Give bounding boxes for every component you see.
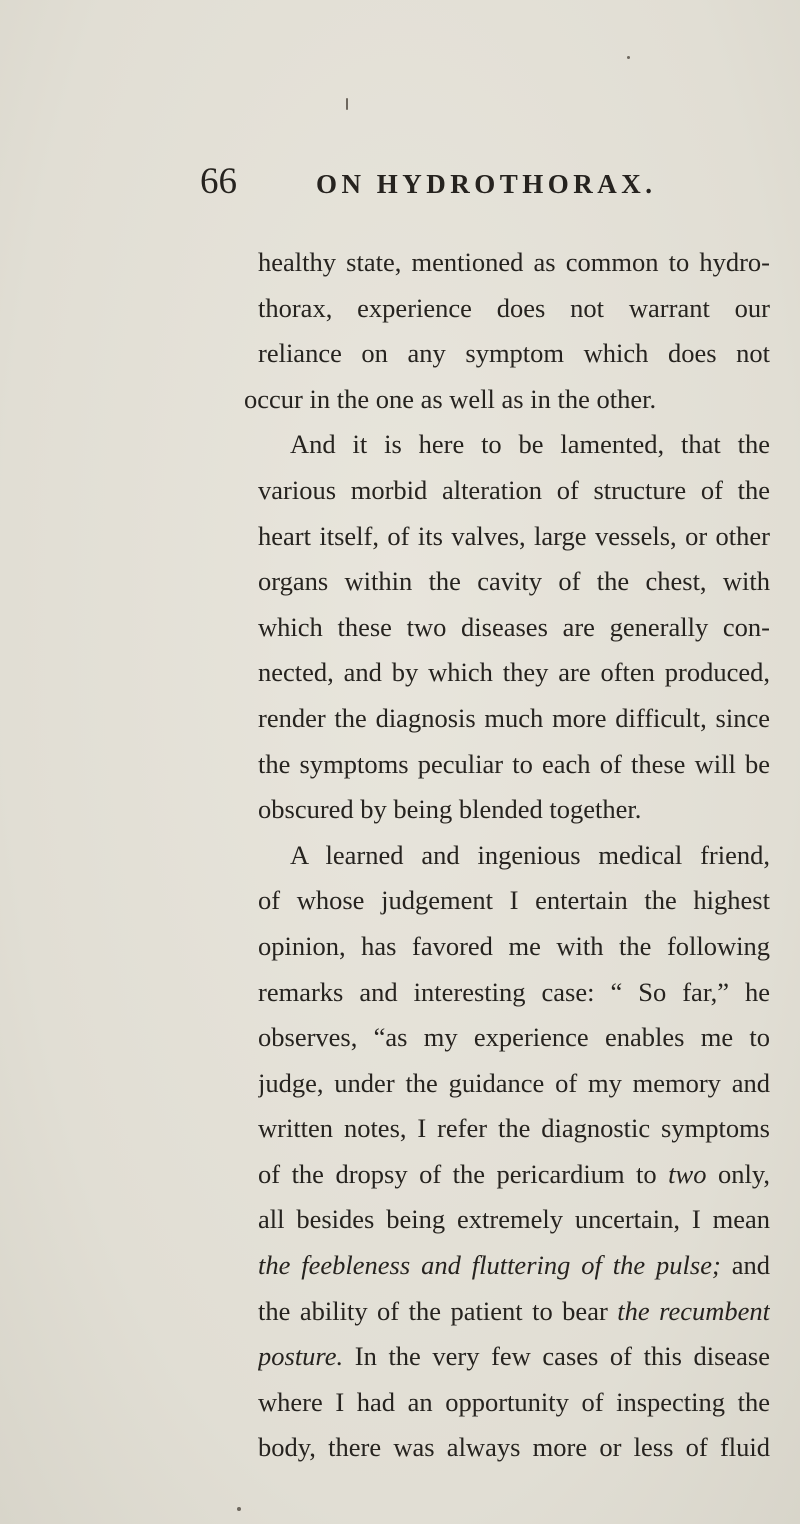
text-line: occur in the one as well as in the other. xyxy=(244,383,657,414)
text-line: where I had an opportunity of inspecting the xyxy=(258,1386,770,1417)
text-line: heart itself, of its valves, large vessels, or other xyxy=(258,520,770,551)
text-segment: only, xyxy=(717,1158,770,1189)
text-line: obscured by being blended together. xyxy=(258,794,642,825)
text-line: render the diagnosis much more difficult, since xyxy=(258,702,770,733)
emphasis-text: the feebleness and fluttering of the pulse; xyxy=(258,1250,721,1281)
text-segment: the ability of the patient to bear xyxy=(258,1295,608,1326)
text-line: organs within the cavity of the chest, with xyxy=(258,566,770,597)
text-line: written notes, I refer the diagnostic symptoms xyxy=(258,1113,770,1144)
emphasis-text: the recumbent xyxy=(617,1295,770,1326)
text-line: all besides being extremely uncertain, I mean xyxy=(258,1204,770,1235)
text-line: the symptoms peculiar to each of these will be xyxy=(258,748,770,779)
paper-speck xyxy=(237,1507,241,1511)
text-segment: In the very few cases of this disease xyxy=(354,1341,770,1372)
text-line: healthy state, mentioned as common to hydro- xyxy=(258,247,770,277)
text-line: opinion, has favored me with the following xyxy=(258,930,770,961)
text-line xyxy=(258,1243,770,1289)
text-line xyxy=(258,1152,770,1198)
text-line xyxy=(258,1334,770,1380)
text-line: various morbid alteration of structure of the xyxy=(258,474,770,505)
text-line: which these two diseases are generally con- xyxy=(258,611,770,642)
text-line xyxy=(258,1289,770,1335)
paper-speck xyxy=(627,56,630,59)
text-line: And it is here to be lamented, that the xyxy=(290,429,770,460)
running-head xyxy=(200,158,800,208)
text-line: reliance on any symptom which does not xyxy=(258,338,770,369)
text-segment: and xyxy=(731,1250,770,1281)
text-line: remarks and interesting case: “ So far,” he xyxy=(258,976,770,1007)
text-line: observes, “as my experience enables me to xyxy=(258,1022,770,1053)
emphasis-text: two xyxy=(668,1158,707,1189)
text-line: of whose judgement I entertain the highest xyxy=(258,885,770,916)
text-line: nected, and by which they are often produced, xyxy=(258,657,770,688)
text-line: thorax, experience does not warrant our xyxy=(258,292,770,323)
emphasis-text: posture. xyxy=(258,1341,344,1372)
text-line: body, there was always more or less of fluid xyxy=(258,1432,770,1463)
text-line: judge, under the guidance of my memory and xyxy=(258,1067,770,1098)
running-title: ON HYDROTHORAX. xyxy=(316,169,657,199)
page-number: 66 xyxy=(200,161,237,202)
text-segment: of the dropsy of the pericardium to xyxy=(258,1158,657,1189)
text-line: A learned and ingenious medical friend, xyxy=(290,839,770,870)
body-text xyxy=(244,240,770,1471)
paper-speck xyxy=(346,98,348,110)
